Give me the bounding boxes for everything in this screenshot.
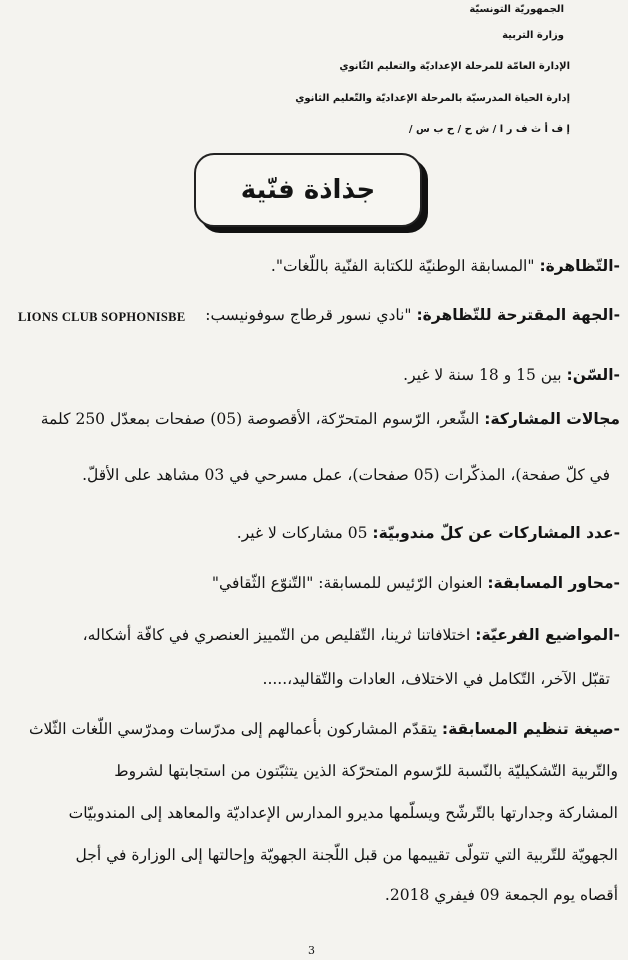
- organization-line-3: المشاركة وجدارتها بالتّرشّح ويسلّمها مديرو المدارس الإعداديّة والمعاهد إلى المندوبيّات: [68, 804, 618, 822]
- participants-line: [237, 524, 620, 542]
- subtopics-line: [83, 626, 620, 644]
- fields-label: مجالات المشاركة:: [484, 410, 620, 428]
- event-value: "المسابقة الوطنيّة للكتابة الفنّية باللّغات".: [270, 257, 540, 275]
- participants-value: 05 مشاركات لا غير.: [236, 524, 373, 542]
- header-ministry: وزارة التربية: [502, 30, 564, 41]
- themes-value: العنوان الرّئيس للمسابقة: "التّنوّع الثّقافي": [211, 574, 488, 592]
- organizer-latin-name: LIONS CLUB SOPHONISBE: [18, 310, 186, 324]
- page-number: 3: [308, 944, 315, 957]
- header-reference: إ ف أ ث ف ر ا / ش ح / ح ب س /: [408, 124, 570, 135]
- themes-line: [212, 574, 620, 592]
- event-label: -التّظاهرة:: [539, 257, 620, 275]
- age-line: [403, 366, 620, 384]
- header-school-life-directorate: إدارة الحياة المدرسيّة بالمرحلة الإعداديّة والتّعليم الثانوي: [295, 93, 570, 104]
- fields-line: [41, 410, 620, 428]
- organization-line-5: أقصاه يوم الجمعة 09 فيفري 2018.: [384, 886, 618, 904]
- organization-line: [29, 720, 620, 738]
- age-value: بين 15 و 18 سنة لا غير.: [403, 366, 567, 384]
- organization-line-4: الجهويّة للتّربية التي تتولّى تقييمها من قبل اللّجنة الجهويّة وإحالتها إلى الوزارة في أجل: [75, 846, 618, 864]
- subtopics-value: اختلافاتنا ثرينا، التّقليص من التّمييز العنصري في كافّة أشكاله،: [82, 626, 476, 644]
- page-title: جذاذة فنّية: [240, 175, 376, 205]
- header-republic: الجمهوريّة التونسيّة: [469, 4, 564, 15]
- organization-line-2: والتّربية التّشكيليّة بالنّسبة للرّسوم المتحرّكة الذين يتثبّتون من استجابتها لشروط: [114, 762, 618, 780]
- organizer-value: "نادي نسور قرطاج سوفونيسب:: [205, 306, 417, 324]
- organizer-line: [205, 306, 620, 324]
- participants-label: -عدد المشاركات عن كلّ مندوبيّة:: [372, 524, 620, 542]
- title-box: [194, 153, 422, 227]
- organizer-label: -الجهة المقترحة للتّظاهرة:: [416, 306, 620, 324]
- age-label: -السّن:: [566, 366, 620, 384]
- fields-line-2: في كلّ صفحة)، المذكّرات (05 صفحات)، عمل مسرحي في 03 مشاهد على الأقلّ.: [82, 466, 610, 484]
- subtopics-label: -المواضيع الفرعيّة:: [475, 626, 620, 644]
- event-line: [271, 257, 620, 275]
- organization-label: -صيغة تنظيم المسابقة:: [441, 720, 620, 738]
- themes-label: -محاور المسابقة:: [487, 574, 620, 592]
- header-directorate-general: الإدارة العامّة للمرحلة الإعداديّة والتعليم الثّانوي: [339, 61, 570, 72]
- fields-value: الشّعر، الرّسوم المتحرّكة، الأقصوصة (05) صفحات بمعدّل 250 كلمة: [40, 410, 485, 428]
- subtopics-line-2: تقبّل الآخر، التّكامل في الاختلاف، العادات والتّقاليد،.....: [262, 670, 610, 688]
- organization-value: يتقدّم المشاركون بأعمالهم إلى مدرّسات ومدرّسي اللّغات الثّلاث: [28, 720, 442, 738]
